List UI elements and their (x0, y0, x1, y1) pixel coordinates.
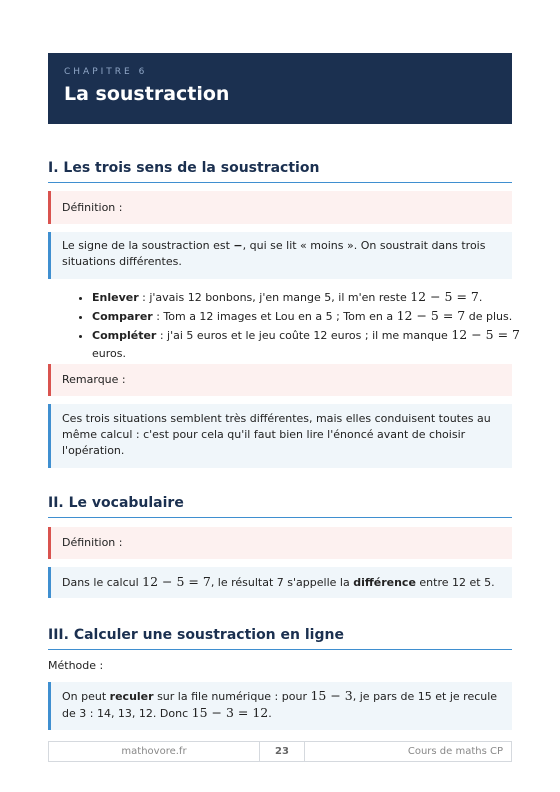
remark-text: Ces trois situations semblent très différentes, mais elles conduisent toutes au même calcul : c'est pour cela qu'il faut bien lire l'énoncé avant de choisir l'opération. (62, 412, 491, 457)
remark-label-box (48, 364, 512, 396)
method-text-3: , je pars de 15 et je recule de 3 : 14, 13, 12. Donc (62, 690, 498, 720)
math-expression: 12 − 5 = 7 (142, 574, 211, 589)
remark-label: Remarque : (62, 373, 126, 386)
item-term: Comparer (92, 310, 153, 323)
footer-site: mathovore.fr (49, 742, 260, 761)
math-expression: 12 − 5 = 7 (410, 289, 479, 304)
math-expression: 12 − 5 = 7 (396, 308, 466, 323)
item-end: de plus. (465, 310, 513, 323)
definition-label: Définition : (62, 200, 123, 214)
definition-box-2 (48, 567, 512, 598)
chapter-header (48, 53, 512, 124)
vocab-text-1: Dans le calcul (62, 576, 143, 589)
page (48, 53, 512, 124)
method-text-2: sur la file numérique : pour (153, 690, 311, 703)
item-term: Enlever (92, 291, 139, 304)
vocab-text-2: , le résultat 7 s'appelle la (210, 576, 354, 589)
vocab-term: différence (353, 576, 416, 589)
minus-sign: − (233, 239, 243, 252)
item-text: : j'avais 12 bonbons, j'en mange 5, il m'en reste (138, 291, 411, 304)
item-term: Compléter (92, 329, 157, 342)
definition-box (48, 232, 512, 279)
method-text-1: On peut (62, 690, 110, 703)
math-expression: 15 − 3 (310, 688, 353, 703)
definition-label-2: Définition : (62, 536, 123, 549)
math-expression: 12 − 5 = 7 (451, 327, 520, 342)
footer-course: Cours de maths CP (407, 746, 503, 757)
situations-list (48, 288, 556, 363)
page-title: La soustraction (64, 83, 230, 105)
definition-label-box (48, 191, 512, 224)
page-footer (48, 741, 512, 762)
section-3-heading: III. Calculer une soustraction en ligne (48, 627, 512, 650)
item-text: : Tom a 12 images et Lou en a 5 ; Tom en a (152, 310, 397, 323)
method-label: Méthode : (48, 659, 104, 672)
list-item (92, 326, 556, 363)
footer-page-number: 23 (260, 742, 305, 761)
vocab-text-3: entre 12 et 5. (415, 576, 495, 589)
method-text-4: . (268, 707, 272, 720)
remark-box (48, 404, 512, 468)
item-text: : j'ai 5 euros et le jeu coûte 12 euros ; il me manque (156, 329, 452, 342)
math-expression: 15 − 3 = 12 (191, 705, 269, 720)
item-end: euros. (92, 347, 126, 360)
section-1-heading: I. Les trois sens de la soustraction (48, 160, 512, 183)
list-item (92, 288, 556, 307)
definition-label-box-2 (48, 527, 512, 559)
chapter-number: CHAPITRE 6 (64, 67, 148, 77)
definition-text-1: Le signe de la soustraction est (62, 239, 234, 252)
section-2-heading: II. Le vocabulaire (48, 495, 512, 518)
item-end: . (478, 291, 483, 304)
definition-text-2: , qui se lit « moins ». On soustrait dans trois situations différentes. (62, 239, 486, 268)
method-term: reculer (109, 690, 154, 703)
method-box (48, 682, 512, 730)
list-item (92, 307, 556, 326)
